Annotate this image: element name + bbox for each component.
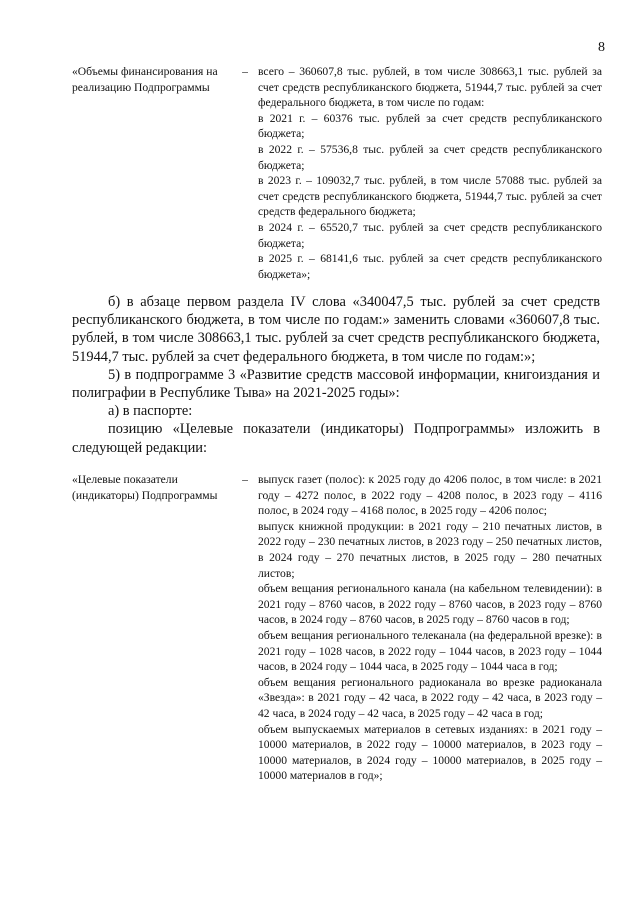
indicators-items (258, 472, 602, 784)
financing-row (72, 64, 602, 282)
indicators-passport-row (72, 472, 602, 784)
financing-dash: – (242, 65, 248, 78)
paragraph: 5) в подпрограмме 3 «Развитие средств массовой информации, книгоиздания и полиграфии в Республике Тыва» на 2021-2025 годы»: (72, 366, 600, 402)
financing-item: в 2021 г. – 60376 тыс. рублей за счет средств республиканского бюджета; (258, 111, 602, 141)
financing-item: в 2022 г. – 57536,8 тыс. рублей за счет средств республиканского бюджета; (258, 142, 602, 172)
paragraph: б) в абзаце первом раздела IV слова «340047,5 тыс. рублей за счет средств республиканского бюджета, в том числе по годам:» заменить словами «360607,8 тыс. рублей, в том числе 308663,1 тыс. рублей за счет средств республиканского бюджета, 51944,7 тыс. рублей за счет федерального бюджета, в том числе по годам:»; (72, 294, 600, 365)
financing-passport-row (72, 64, 602, 282)
financing-label: «Объемы финансирования на реализацию Подпрограммы (72, 65, 218, 94)
page-number: 8 (598, 40, 605, 55)
indicator-item: объем вещания регионального радиоканала во врезке радиоканала «Звезда»: в 2021 году – 42 часа, в 2022 году – 42 часа, в 2023 году – 42 часа, в 2024 году – 42 часа, в 2025 году – 42 часа в год; (258, 675, 602, 720)
indicators-label: «Целевые показатели (индикаторы) Подпрограммы (72, 473, 218, 502)
indicator-item: выпуск газет (полос): к 2025 году до 4206 полос, в том числе: в 2021 году – 4272 полос, в 2022 году – 4208 полос, в 2023 году – 4116 полос, в 2024 году – 4168 полос, в 2025 году – 4206 полос; (258, 473, 602, 518)
indicator-item: выпуск книжной продукции: в 2021 году – 210 печатных листов, в 2022 году – 230 печатных листов, в 2023 году – 250 печатных листов, в 2024 году – 270 печатных листов, в 2025 году – 280 печатных листов; (258, 519, 602, 580)
indicator-item: объем выпускаемых материалов в сетевых изданиях: в 2021 году – 10000 материалов, в 2022 году – 10000 материалов, в 2023 году – 10000 материалов, в 2024 году – 10000 материалов, в 2025 году – 10000 материалов в год»; (258, 722, 602, 783)
financing-item: в 2025 г. – 68141,6 тыс. рублей за счет средств республиканского бюджета»; (258, 252, 602, 281)
indicator-item: объем вещания регионального канала (на кабельном телевидении): в 2021 году – 8760 часов, в 2022 году – 8760 часов, в 2023 году – 8760 часов, в 2024 году – 8760 часов, в 2025 году – 8760 часов в год; (258, 582, 602, 627)
indicators-row (72, 472, 602, 784)
document-body (72, 293, 600, 457)
paragraph: позицию «Целевые показатели (индикаторы) Подпрограммы» изложить в следующей редакции: (72, 421, 600, 456)
financing-item: всего – 360607,8 тыс. рублей, в том числе 308663,1 тыс. рублей за счет средств республиканского бюджета, 51944,7 тыс. рублей за счет федерального бюджета, в том числе по годам: (258, 65, 602, 110)
indicators-dash: – (242, 473, 248, 486)
indicator-item: объем вещания регионального телеканала (на федеральной врезке): в 2021 году – 1028 часов, в 2022 году – 1044 часов, в 2023 году – 1044 часов, в 2024 году – 1044 часа, в 2025 году – 1044 часа в год; (258, 628, 602, 674)
financing-item: в 2024 г. – 65520,7 тыс. рублей за счет средств республиканского бюджета; (258, 220, 602, 250)
financing-item: в 2023 г. – 109032,7 тыс. рублей, в том числе 57088 тыс. рублей за счет средств республиканского бюджета, 51944,7 тыс. рублей за счет средств федерального бюджета; (258, 174, 602, 219)
paragraph: а) в паспорте: (108, 403, 193, 420)
financing-items (258, 64, 602, 282)
